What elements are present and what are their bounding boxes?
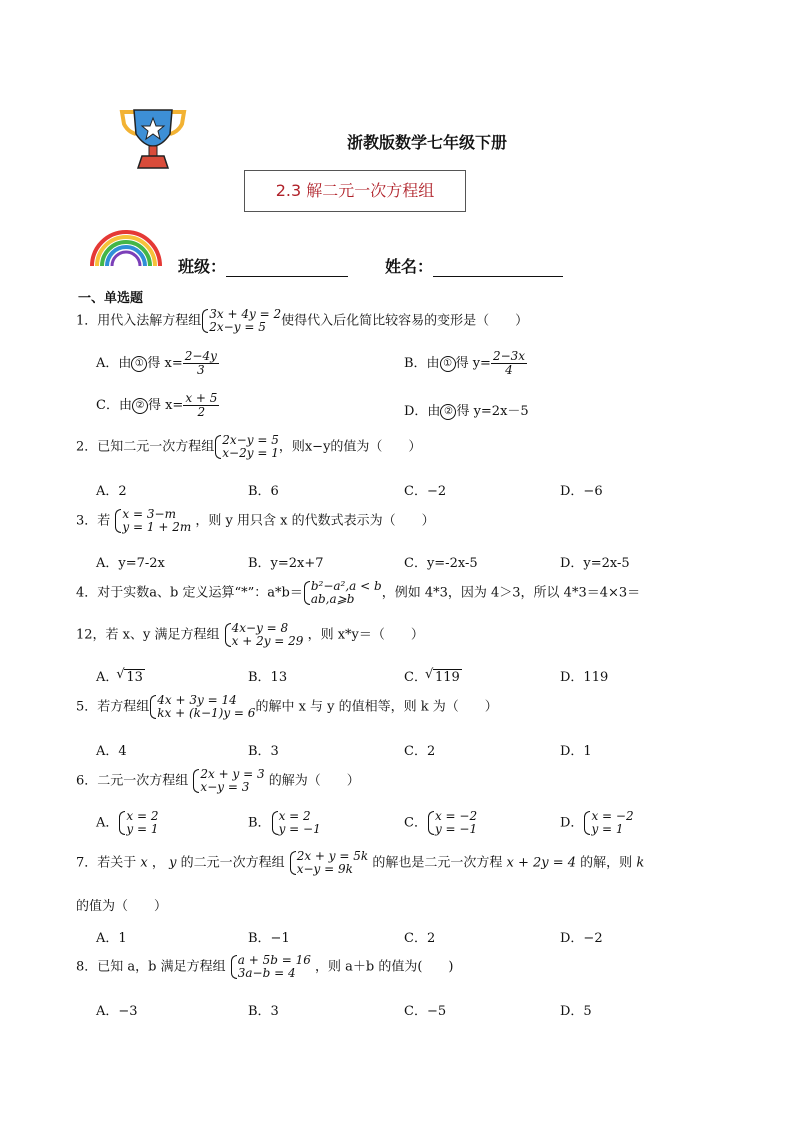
q1-option-a[interactable]: A．由 ① 得 x= $\frac{2-4y}{3}$ — [96, 349, 217, 377]
q6-option-b[interactable]: B． x = 2 y = −1 — [248, 809, 321, 836]
question-2: 2．已知二元一次方程组 2x−y = 5 x−2y = 1 ，则x−y的值为（ ） — [76, 433, 422, 460]
q4-option-a[interactable]: A．√ 13 — [96, 666, 145, 685]
q2-option-a[interactable]: A．2 — [96, 484, 127, 499]
q1-option-c[interactable]: C．由 ② 得 x= $\frac{x + 5}{2}$ — [96, 391, 218, 419]
question-4-line2: 12，若 x、y 满足方程组 4x−y = 8 x + 2y = 29 ，则 x*y＝（ ） — [76, 621, 424, 648]
q7-option-c[interactable]: C．2 — [404, 931, 436, 946]
class-field — [178, 254, 348, 277]
q5-option-a[interactable]: A．4 — [96, 744, 127, 759]
question-5: 5．若方程组 4x + 3y = 14 kx + (k−1)y = 6 的解中 x 与 y 的值相等，则 k 为（ ） — [76, 693, 498, 720]
class-blank[interactable] — [226, 260, 348, 277]
q3-option-d[interactable]: D．y=2x-5 — [560, 556, 630, 571]
q2-option-b[interactable]: B．6 — [248, 484, 279, 499]
lesson-title-box: 2.3 解二元一次方程组 — [244, 170, 466, 212]
question-7-line2: 的值为（ ） — [76, 899, 168, 914]
q3-option-c[interactable]: C．y=-2x-5 — [404, 556, 478, 571]
q5-option-b[interactable]: B．3 — [248, 744, 279, 759]
q5-option-c[interactable]: C．2 — [404, 744, 436, 759]
q3-system: x = 3−m y = 1 + 2m — [114, 508, 191, 534]
q5-option-d[interactable]: D．1 — [560, 744, 592, 759]
q8-option-d[interactable]: D．5 — [560, 1004, 592, 1019]
q1-stem: 1．用代入法解方程组 — [76, 313, 202, 329]
q4-definition: b²−a²,a < b ab,a⩾b — [303, 580, 382, 606]
q1-system: 3x + 4y = 2 2x−y = 5 — [201, 308, 281, 334]
q2-system: 2x−y = 5 x−2y = 1 — [214, 434, 279, 460]
q3-option-b[interactable]: B．y=2x+7 — [248, 556, 324, 571]
q4-system: 4x−y = 8 x + 2y = 29 — [224, 622, 304, 648]
q8-option-b[interactable]: B．3 — [248, 1004, 279, 1019]
q8-option-a[interactable]: A．−3 — [96, 1004, 138, 1019]
page-title: 浙教版数学七年级下册 — [346, 133, 507, 152]
question-3: 3．若 x = 3−m y = 1 + 2m ，则 y 用只含 x 的代数式表示为（ ） — [76, 507, 435, 534]
q7-system: 2x + y = 5k x−y = 9k — [289, 850, 368, 876]
q1-option-d[interactable]: D．由 ② 得 y=2x－5 — [404, 404, 529, 419]
question-4: 4．对于实数a、b 定义运算“*”：a*b＝ b²−a²,a < b ab,a⩾b ，例如 4*3，因为 4＞3，所以 4*3＝4×3＝ — [76, 579, 641, 606]
name-blank[interactable] — [433, 260, 563, 277]
question-7: 7．若关于 x ， y 的二元一次方程组 2x + y = 5k x−y = 9k 的解也是二元一次方程 x + 2y = 4 的解，则 k — [76, 849, 645, 876]
q5-system: 4x + 3y = 14 kx + (k−1)y = 6 — [149, 694, 255, 720]
q1-option-b[interactable]: B．由 ① 得 y= $\frac{2-3x}{4}$ — [404, 349, 526, 377]
class-label: 班级： — [178, 257, 227, 276]
q1-stem-end: 使得代入后化简比较容易的变形是（ ） — [281, 313, 529, 329]
q4-option-c[interactable]: C．√ 119 — [404, 666, 462, 685]
q2-option-d[interactable]: D．−6 — [560, 484, 603, 499]
q2-option-c[interactable]: C．−2 — [404, 484, 447, 499]
q6-option-a[interactable]: A． x = 2 y = 1 — [96, 809, 159, 836]
question-1 — [76, 308, 528, 334]
q4-option-d[interactable]: D．119 — [560, 670, 609, 685]
question-6: 6．二元一次方程组 2x + y = 3 x−y = 3 的解为（ ） — [76, 767, 360, 794]
q7-option-a[interactable]: A．1 — [96, 931, 127, 946]
section-heading: 一、单选题 — [78, 291, 144, 306]
q3-option-a[interactable]: A．y=7-2x — [96, 556, 165, 571]
name-field — [385, 254, 563, 277]
name-label: 姓名： — [385, 257, 434, 276]
rainbow-icon — [88, 228, 164, 268]
q8-option-c[interactable]: C．−5 — [404, 1004, 447, 1019]
q6-option-c[interactable]: C． x = −2 y = −1 — [404, 809, 478, 836]
q6-system: 2x + y = 3 x−y = 3 — [192, 768, 264, 794]
q6-option-d[interactable]: D． x = −2 y = 1 — [560, 809, 634, 836]
question-8: 8．已知 a，b 满足方程组 a + 5b = 16 3a−b = 4 ，则 a＋b 的值为( ) — [76, 953, 454, 980]
q8-system: a + 5b = 16 3a−b = 4 — [230, 954, 311, 980]
q7-option-b[interactable]: B．−1 — [248, 931, 290, 946]
q7-option-d[interactable]: D．−2 — [560, 931, 603, 946]
q4-option-b[interactable]: B．13 — [248, 670, 288, 685]
